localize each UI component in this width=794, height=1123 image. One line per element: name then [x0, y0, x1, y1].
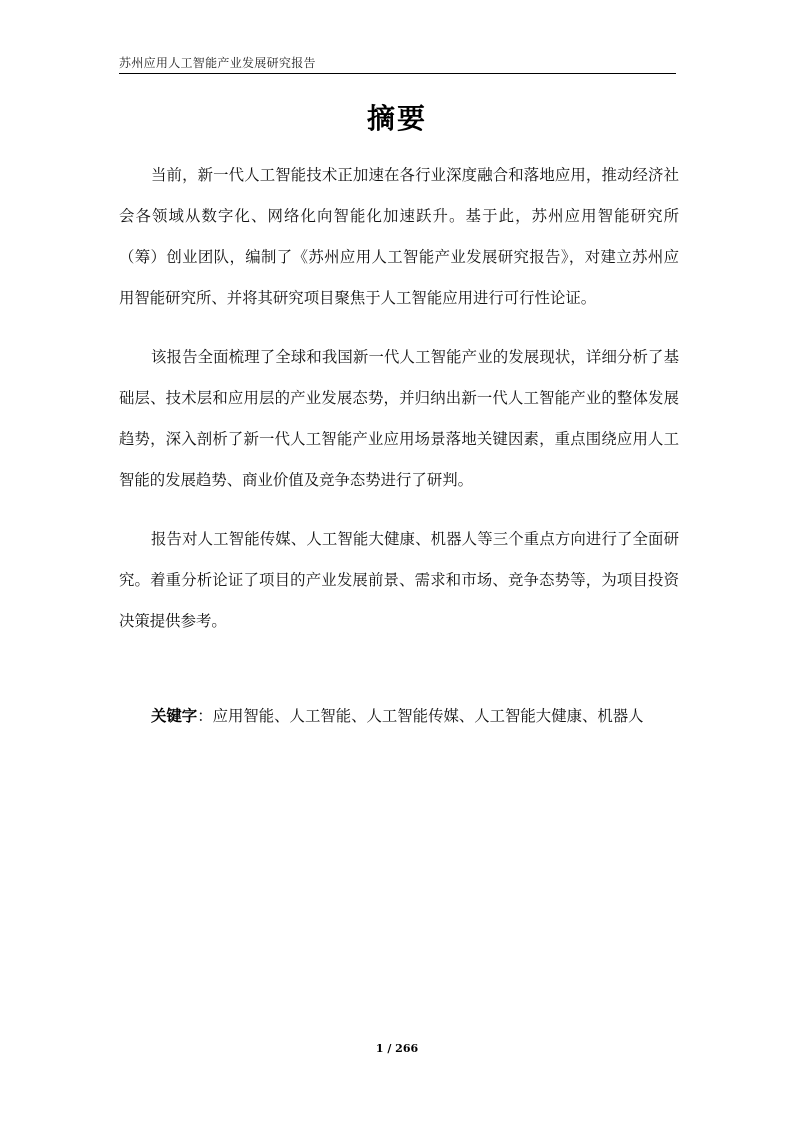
- running-header: [119, 54, 676, 74]
- keywords-separator: ：: [197, 707, 213, 725]
- keywords-label: 关键字: [151, 707, 198, 725]
- abstract-paragraph-1: 当前，新一代人工智能技术正加速在各行业深度融合和落地应用，推动经济社会各领域从数字化、网络化向智能化加速跃升。基于此，苏州应用智能研究所（筹）创业团队，编制了《苏州应用人工智能产业发展研究报告》，对建立苏州应用智能研究所、并将其研究项目聚焦于人工智能应用进行可行性论证。: [119, 166, 679, 307]
- running-header-title: 苏州应用人工智能产业发展研究报告: [119, 56, 316, 70]
- abstract-paragraph-3: 报告对人工智能传媒、人工智能大健康、机器人等三个重点方向进行了全面研究。着重分析论证了项目的产业发展前景、需求和市场、竞争态势等，为项目投资决策提供参考。: [119, 530, 679, 630]
- page-title: 摘要: [366, 102, 427, 135]
- keywords-line: [151, 702, 644, 730]
- abstract-paragraph-2: 该报告全面梳理了全球和我国新一代人工智能产业的发展现状，详细分析了基础层、技术层和应用层的产业发展态势，并归纳出新一代人工智能产业的整体发展趋势，深入剖析了新一代人工智能产业应用场景落地关键因素，重点围绕应用人工智能的发展趋势、商业价值及竞争态势进行了研判。: [119, 348, 679, 489]
- keywords-list: 应用智能、人工智能、人工智能传媒、人工智能大健康、机器人: [212, 707, 644, 725]
- page-number: 1 / 266: [375, 1042, 419, 1055]
